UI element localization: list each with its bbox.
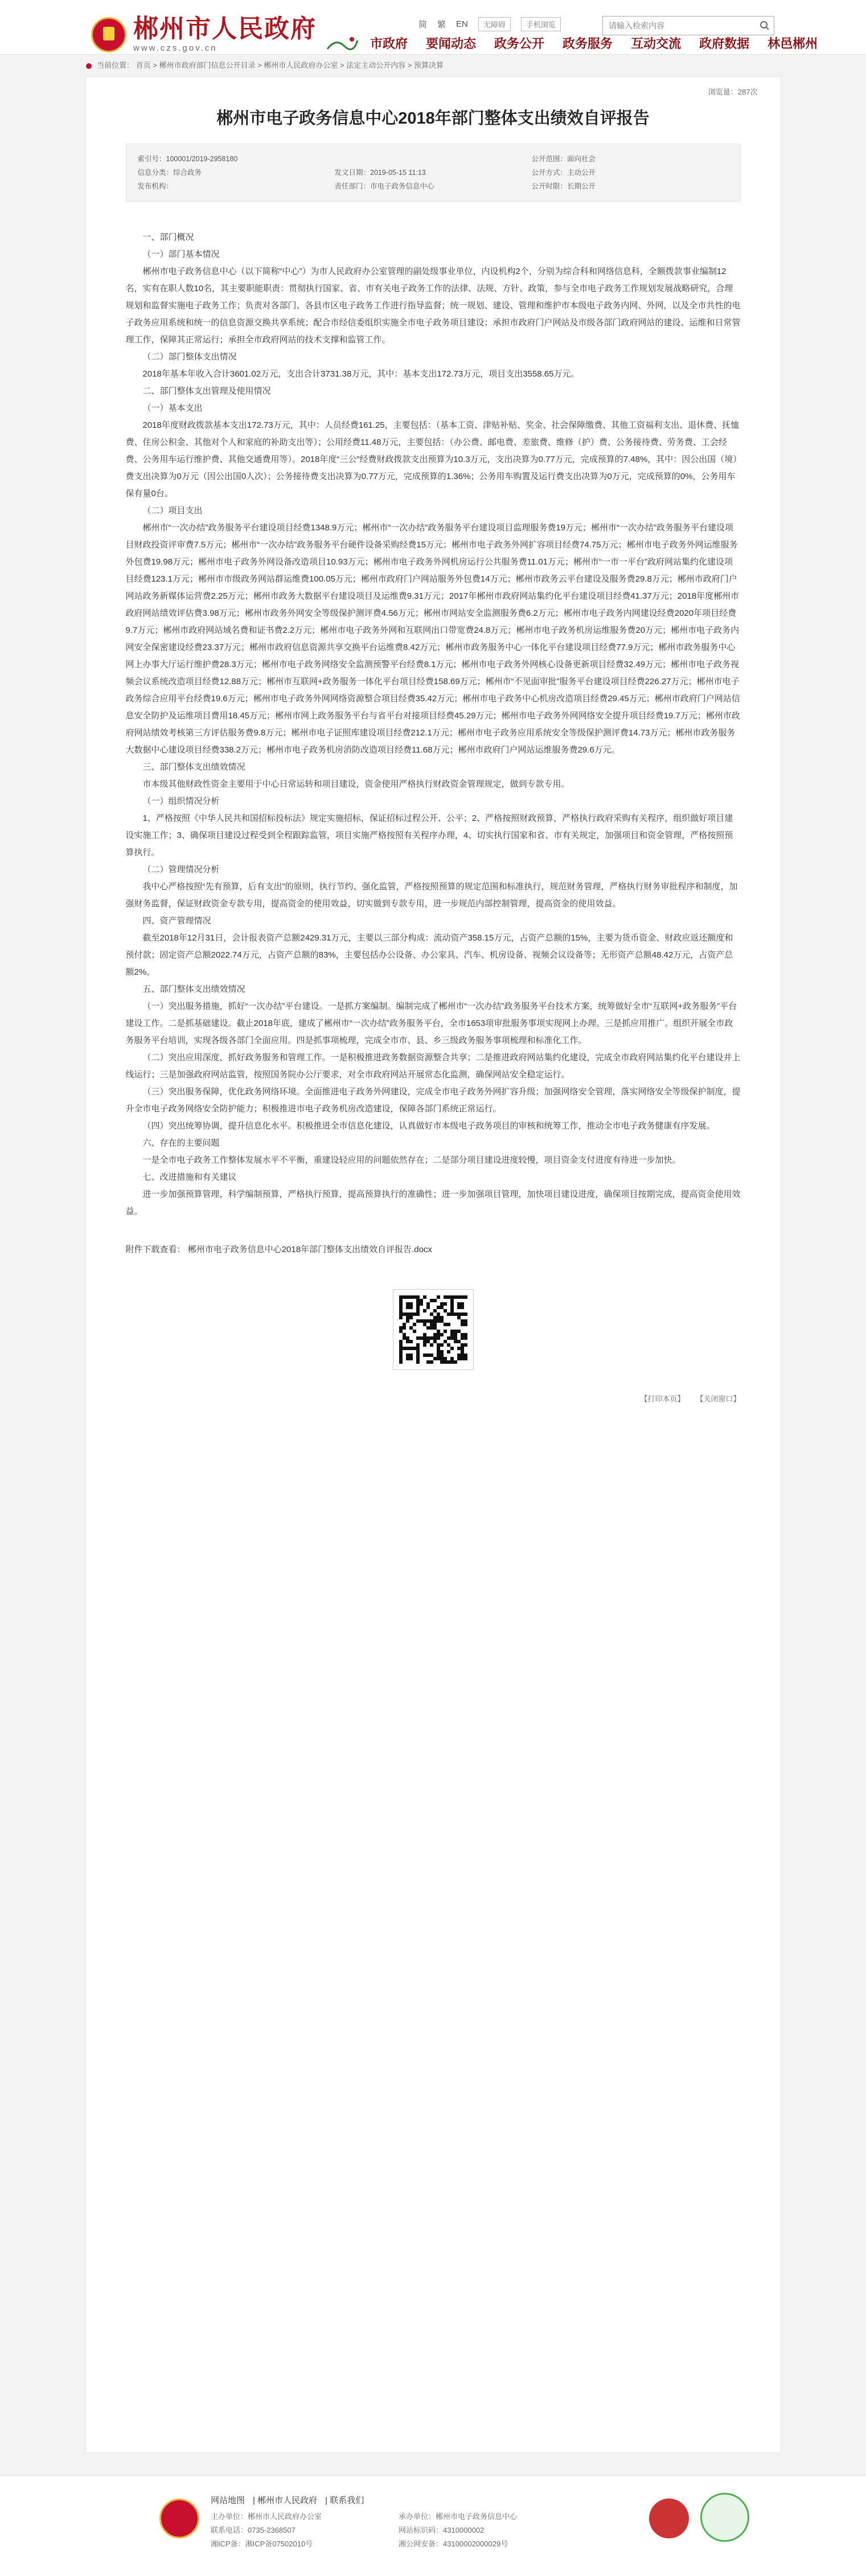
nav-interaction[interactable]: 互动交流 (631, 36, 682, 51)
site-header (0, 0, 866, 55)
footer-site-id: 网站标识码：4310000002 (399, 2526, 485, 2534)
footer-emblem-icon (159, 2499, 199, 2538)
article-paragraph: （二）突出应用深度，抓好政务服务和管理工作。一是积极推进政务数据资源整合共享；二是推进政府网站集约化建设，完成全市政府网站集约化平台建设并上线运行；三是加强政府网站监管，按照国务院办公厅要求，对全市政府网站开展常态化监测，确保网站安全稳定运行。 (125, 1053, 741, 1080)
article-paragraph: （二）部门整体支出情况 (142, 352, 237, 362)
nav-government-affairs[interactable]: 政务公开 (494, 36, 545, 51)
header-tools (418, 17, 571, 31)
attachment (126, 1243, 741, 1255)
article-paragraph: 我中心严格按照“先有预算，后有支出”的原则，执行节约、强化监管，严格按照预算的规定范围和标准执行，规范财务管理，严格执行财务审批程序和制度，加强财务监督，保证财政资金专款专用，提高资金的使用效益，切实做到专款专用，进一步规范内部控制管理，提高资金的使用效益。 (125, 882, 738, 909)
tool-english[interactable]: EN (456, 19, 468, 29)
article-body (126, 229, 741, 1220)
national-emblem-icon (91, 17, 126, 52)
footer-link-sitemap[interactable]: 网站地图 (211, 2496, 245, 2505)
meta-date: 发文日期：2019-05-15 11:13 (334, 169, 426, 177)
meta-index: 索引号：100001/2019-2958180 (137, 155, 238, 163)
breadcrumb (86, 55, 781, 76)
footer-host: 主办单位：郴州市人民政府办公室 (211, 2512, 322, 2521)
article-container (85, 76, 781, 2453)
article-paragraph: 七、改进措施和有关建议 (142, 1172, 237, 1182)
article-paragraph: 1、严格按照《中华人民共和国招标投标法》规定实施招标，保证招标过程公开、公平；2、严格按照财政预算，严格执行政府采购有关程序，组织做好项目建设实施工作；3、确保项目建设过程受到全程跟踪监管，项目实施严格按照有关程序办理，4、切实执行国家和省、市有关规定，加强项目和资金管理，严格按照预算执行。 (125, 813, 733, 857)
meta-scope: 公开范围：面向社会 (531, 155, 596, 163)
footer-operator: 承办单位：郴州市电子政务信息中心 (399, 2512, 518, 2521)
footer-links: 网站地图 | 郴州市人民政府 | 联系我们 (211, 2496, 364, 2505)
nav-news[interactable]: 要闻动态 (426, 36, 477, 51)
close-window-button[interactable]: 【关闭窗口】 (696, 1395, 741, 1403)
qr-code (393, 1289, 474, 1370)
attachment-label: 附件下载查看： (125, 1245, 186, 1254)
article-paragraph: 进一步加强预算管理，科学编制预算，严格执行预算，提高预算执行的准确性；进一步加强项目管理，加快项目建设进度，确保项目按期完成，提高资金使用效益。 (125, 1189, 741, 1216)
article-paragraph: 郴州市“一次办结”政务服务平台建设项目经费1348.9万元；郴州市“一次办结”政务服务平台建设项目监理服务费19万元；郴州市“一次办结”政务服务平台建设项目财政投资评审费7.5万元；郴州市“一次办结”政务服务平台硬件设备采购经费15万元；郴州市电子政务外网扩容项目经费74.75万元；郴州市电子政务外网运维服务外包费19.98万元；郴州市电子政务外网设备改造项目10.93万元；郴州市电子政务外网机房运行公共服务费11.01万元；郴州市“一市一平台”政府网站集约化建设项目经费123.1万元；郴州市市级政务网站群运维费100.05万元；郴州市政府门户网站服务外包费14万元；郴州市政务云平台建设及服务费29.8万元；郴州市政府门户网站政务新媒体运营费2.25万元；郴州市政务大数据平台建设项目及运维费9.31万元；2017年郴州市政府网站集约化平台建设项目经费41.37万元；2018年度郴州市政府网站绩效评估费3.98万元；郴州市政务外网安全等级保护测评费4.56万元；郴州市网站安全监测服务费6.2万元；郴州市电子政务内网建设经费2020年项目经费9.7万元；郴州市政府网站域名费和证书费2.2万元；郴州市电子政务外网和互联网出口带宽费24.8万元；郴州市电子政务机房运维服务费20万元；郴州市电子政务内网安全保密建设经费23.37万元；郴州市政府信息资源共享交换平台运维费8.42万元；郴州市政务服务中心一体化平台建设项目经费77.9万元；郴州市政务服务中心网上办事大厅运行维护费28.3万元；郴州市电子政务网络安全监测预警平台经费8.1万元；郴州市电子政务外网核心设备更新项目经费32.49万元；郴州市电子政务视频会议系统改造项目经费12.88万元；郴州市互联网+政务服务一体化平台项目经费158.69万元；郴州市“不见面审批”服务平台建设项目经费226.27万元；郴州市电子政务综合应用平台经费19.6万元；郴州市电子政务外网网络资源整合项目经费35.42万元；郴州市电子政务中心机房改造项目经费29.45万元；郴州市政府门户网站信息安全防护及运维项目费用18.45万元；郴州市网上政务服务平台与省平台对接项目经费45.29万元；郴州市电子政务外网网络安全提升项目经费19.7万元；郴州市政府网站绩效考核第三方评估服务费9.8万元；郴州市电子证照库建设项目经费212.1万元；郴州市电子政务应用系统安全等级保护测评费14.73万元；郴州市政务服务大数据中心建设项目经费338.2万元；郴州市电子政务机房消防改造项目经费11.68万元；郴州市政府门户网站运维服务费29.6万元。 (125, 523, 740, 755)
party-gov-badge-icon[interactable] (649, 2499, 689, 2538)
article-paragraph: （一）组织情况分析 (142, 796, 220, 806)
article-paragraph: （二）项目支出 (142, 506, 203, 516)
breadcrumb-path[interactable]: 首页 > 郴州市政府部门信息公开目录 > 郴州市人民政府办公室 > 法定主动公开内容 > 预算决算 (136, 61, 444, 69)
article-paragraph: （四）突出统筹协调，提升信息化水平。积极推进全市信息化建设，认真做好市本级电子政务项目的审核和统筹工作，推动全市电子政务健康有序发展。 (142, 1121, 715, 1131)
tool-traditional[interactable]: 繁 (437, 20, 446, 30)
nav-data[interactable]: 政府数据 (699, 36, 750, 51)
article-paragraph: （一）基本支出 (142, 403, 203, 413)
article-paragraph: （一）部门基本情况 (142, 250, 220, 259)
tool-accessibility[interactable]: 无障碍 (478, 17, 511, 31)
meta-duration: 公开时限：长期公开 (531, 182, 596, 190)
article-paragraph: 市本级其他财政性资金主要用于中心日常运转和项目建设，资金使用严格执行财政资金管理规定，做到专款专用。 (142, 779, 570, 789)
footer-link-government[interactable]: 郴州市人民政府 (257, 2496, 318, 2505)
article-paragraph: 2018年基本年收入合计3601.02万元，支出合计3731.38万元，其中：基本支出172.73万元，项目支出3558.65万元。 (142, 369, 580, 379)
site-logo[interactable] (91, 16, 317, 53)
nav-services[interactable]: 政务服务 (563, 36, 613, 51)
article-paragraph: 五、部门整体支出绩效情况 (142, 984, 245, 994)
article-paragraph: （二）管理情况分析 (142, 865, 220, 874)
search-icon[interactable] (756, 17, 774, 35)
meta-category: 信息分类：综合政务 (137, 169, 202, 177)
article-paragraph: 四、资产管理情况 (142, 916, 211, 926)
site-footer (0, 2475, 866, 2576)
main-nav (325, 34, 836, 52)
article-paragraph: 一、部门概况 (142, 232, 194, 242)
meta-empty (335, 152, 532, 166)
article-paragraph: 截至2018年12月31日，会计报表资产总额2429.31万元，主要以三部分构成：流动资产358.15万元，占资产总额的15%，主要为货币资金、财政应返还额度和预付款；固定资产总额2022.74万元，占资产总额的83%，主要包括办公设备、办公家具、汽车、机房设备、视频会议设备等；无形资产总额48.42万元，占资产总额2%。 (125, 933, 733, 977)
article-paragraph: （三）突出服务保障，优化政务网络环境。全面推进电子政务外网建设，完成全市电子政务外网扩容升级；加强网络安全管理，落实网络安全等级保护制度，提升全市电子政务网络安全防护能力；积极推进市电子政务机房改造建设，保障各部门系统正常运行。 (125, 1087, 741, 1114)
page-title: 郴州市电子政务信息中心2018年部门整体支出绩效自评报告 (216, 109, 650, 128)
article-paragraph: 三、部门整体支出绩效情况 (142, 762, 245, 772)
article-paragraph: （一）突出服务措施，抓好“一次办结”平台建设。一是抓方案编制。编制完成了郴州市“一次办结”政务服务平台技术方案，统筹做好全市“互联网+政务服务”平台建设工作。二是抓基础建设。截止2018年底，建成了郴州市“一次办结”政务服务平台，全市1653项审批服务事项实现网上办理。三是抓应用推广。组织开展全市政务服务平台培训，实现各级各部门全面应用。四是抓事项梳理，完成全市市、县、乡三级政务服务事项梳理和标准化工作。 (125, 1001, 737, 1045)
nav-linyi-chenzhou[interactable]: 林邑郴州 (768, 36, 818, 51)
article-paragraph: 六、存在的主要问题 (142, 1138, 220, 1148)
footer-link-contact[interactable]: 联系我们 (330, 2496, 364, 2505)
article-paragraph: 二、部门整体支出管理及使用情况 (142, 386, 271, 396)
article-paragraph: 郴州市电子政务信息中心（以下简称“中心”）为市人民政府办公室管理的副处级事业单位，内设机构2个，分别为综合科和网络信息科，全额拨款事业编制12名，实有在职人数10名，其主要职能职责：贯彻执行国家、省、市有关电子政务工作的法律、法规、方针、政策，参与全市电子政务工作规划发展战略研究，合理规划和监督实施电子政务工作；负责对各部门、各县市区电子政务工作进行指导监督；统一规划、建设、管理和维护市本级电子政务内网、外网，以及全市共性的电子政务应用系统和统一的信息资源交换共享系统；配合市经信委组织实施全市电子政务项目建设；承担市政府门户网站及市级各部门政府网站的建设、运维和日常管理工作，保障其正常运行；承担全市政府网站的技术支撑和监管工作。 (125, 267, 741, 345)
tool-mobile[interactable]: 手机浏览 (521, 17, 561, 31)
site-url: www.czs.gov.cn (133, 43, 217, 53)
search-box (602, 16, 774, 35)
article-paragraph: 2018年度财政拨款基本支出172.73万元，其中：人员经费161.25，主要包括：（基本工资、津贴补贴、奖金、社会保障缴费、其他工资福利支出、退休费、抚恤费、住房公积金、其他对个人和家庭的补助支出等）；公用经费11.48万元，主要包括：（办公费、邮电费、差旅费、维修（护）费、公务接待费、劳务费、工会经费、公务用车运行维护费、其他交通费用等）。2018年度“三公”经费财政拨款支出预算为10.3万元，支出决算为0.77万元，完成预算的7.48%，其中：因公出国（境）费支出决算为0万元（因公出国0人次）；公务接待费支出决算为0.77万元，完成预算的1.36%；公务用车购置及运行费支出决算为0万元，完成预算的0%，公务用车保有量0台。 (125, 420, 740, 498)
footer-icp: 湘ICP备：湘ICP备07502010号 (211, 2540, 313, 2548)
footer-info (211, 2510, 609, 2551)
meta-department: 责任部门：市电子政务信息中心 (334, 182, 434, 190)
article-meta (126, 144, 741, 202)
attachment-link[interactable]: 郴州市电子政务信息中心2018年部门整体支出绩效自评报告.docx (187, 1245, 432, 1254)
footer-police: 湘公网安备：43100002000029号 (399, 2540, 508, 2548)
meta-publisher: 发布机构： (137, 182, 174, 190)
print-button[interactable]: 【打印本页】 (640, 1395, 685, 1403)
site-title: 郴州市人民政府 (133, 15, 317, 43)
location-icon (86, 63, 92, 69)
tool-simplified[interactable]: 简 (418, 20, 428, 30)
footer-phone: 联系电话：0735-2368507 (211, 2526, 295, 2534)
meta-method: 公开方式：主动公开 (531, 169, 596, 177)
article-paragraph: 一是全市电子政务工作整体发展水平不平衡，重建设轻应用的问题依然存在；二是部分项目建设进度较慢，项目资金支付进度有待进一步加快。 (142, 1155, 681, 1165)
search-input[interactable] (603, 21, 756, 31)
nav-city-government[interactable]: 市政府 (370, 36, 408, 51)
view-count: 浏览量：287次 (708, 88, 758, 96)
decoration-icon (325, 35, 359, 52)
article-tools (126, 1393, 741, 1404)
error-correction-badge-icon[interactable] (700, 2493, 749, 2542)
breadcrumb-label: 当前位置： (97, 61, 134, 69)
